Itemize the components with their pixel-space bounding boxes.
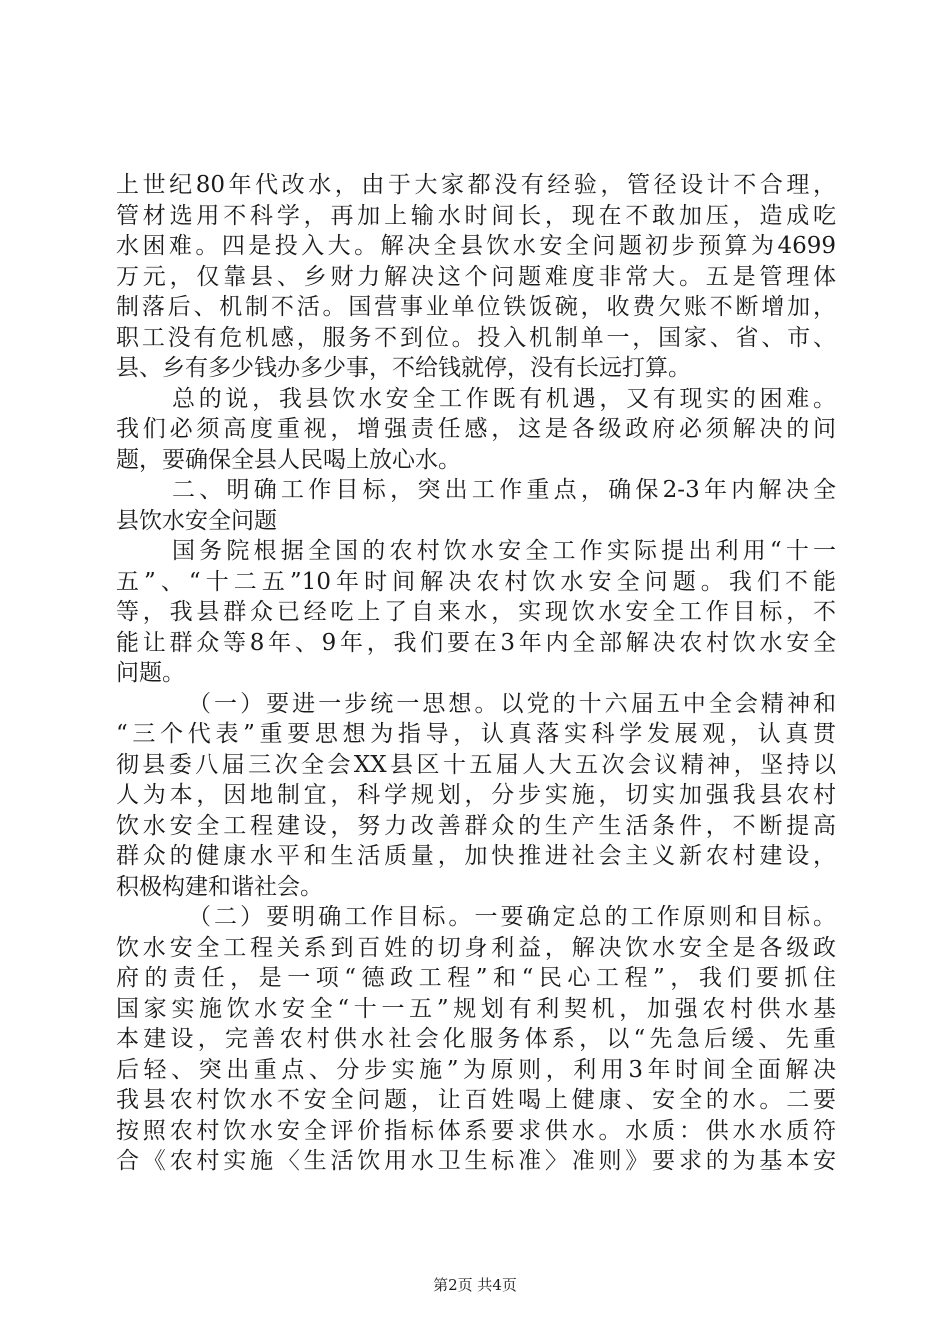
text-line: 职工没有危机感，服务不到位。投入机制单一，国家、省、市、 [116,324,836,351]
page-number-footer: 第2页 共4页 [433,1276,517,1294]
text-line: 后轻、突出重点、分步实施”为原则，利用3年时间全面解决 [116,1056,836,1083]
text-line: 本建设，完善农村供水社会化服务体系，以“先急后缓、先重 [116,1026,836,1052]
text-line: 合《农村实施〈生活饮用水卫生标准〉准则》要求的为基本安 [116,1148,836,1174]
text-line: “三个代表”重要思想为指导，认真落实科学发展观，认真贯 [116,721,836,747]
text-line: 我们必须高度重视，增强责任感，这是各级政府必须解决的问 [116,416,836,442]
text-line: 彻县委八届三次全会XX县区十五届人大五次会议精神，坚持以 [116,751,836,778]
text-line: 管材选用不科学，再加上输水时间长，现在不敢加压，造成吃 [116,202,836,229]
text-line: 题，要确保全县人民喝上放心水。 [116,446,461,473]
text-line: 水困难。四是投入大。解决全县饮水安全问题初步预算为4699 [116,233,836,259]
text-line: 能让群众等8年、9年，我们要在3年内全部解决农村饮水安全 [116,629,836,656]
subsection-heading: （二）要明确工作目标。一要确定总的工作原则和目标。 [188,904,836,930]
document-body [116,170,836,1177]
text-line: 国家实施饮水安全“十一五”规划有利契机，加强农村供水基 [116,995,836,1022]
paragraph-start: 总的说，我县饮水安全工作既有机遇，又有现实的困难。 [172,385,836,412]
text-line: 人为本，因地制宜，科学规划，分步实施，切实加强我县农村 [116,782,836,808]
text-line: 府的责任，是一项“德政工程”和“民心工程”，我们要抓住 [116,965,836,991]
text-line: 万元，仅靠县、乡财力解决这个问题难度非常大。五是管理体 [116,263,836,290]
text-line: 县、乡有多少钱办多少事，不给钱就停，没有长远打算。 [116,355,691,381]
text-line: 上世纪80年代改水，由于大家都没有经验，管径设计不合理， [116,172,836,198]
text-line: 群众的健康水平和生活质量，加快推进社会主义新农村建设， [116,843,836,869]
text-line: 按照农村饮水安全评价指标体系要求供水。水质：供水水质符 [116,1117,836,1144]
text-line: 饮水安全工程建设，努力改善群众的生产生活条件，不断提高 [116,812,836,839]
text-line: 制落后、机制不活。国营事业单位铁饭碗，收费欠账不断增加， [116,294,836,320]
text-line: 五”、“十二五”10年时间解决农村饮水安全问题。我们不能 [116,568,836,595]
text-line: 积极构建和谐社会。 [116,873,323,900]
text-line: 问题。 [116,660,185,686]
subsection-heading: （一）要进一步统一思想。以党的十六届五中全会精神和 [188,690,836,717]
section-heading-cont: 县饮水安全问题 [116,507,277,534]
section-heading: 二、明确工作目标，突出工作重点，确保2-3年内解决全 [172,477,836,503]
paragraph-start: 国务院根据全国的农村饮水安全工作实际提出利用“十一 [172,538,836,564]
text-line: 等，我县群众已经吃上了自来水，实现饮水安全工作目标，不 [116,599,836,625]
text-line: 我县农村饮水不安全问题，让百姓喝上健康、安全的水。二要 [116,1087,836,1113]
text-line: 饮水安全工程关系到百姓的切身利益，解决饮水安全是各级政 [116,934,836,961]
